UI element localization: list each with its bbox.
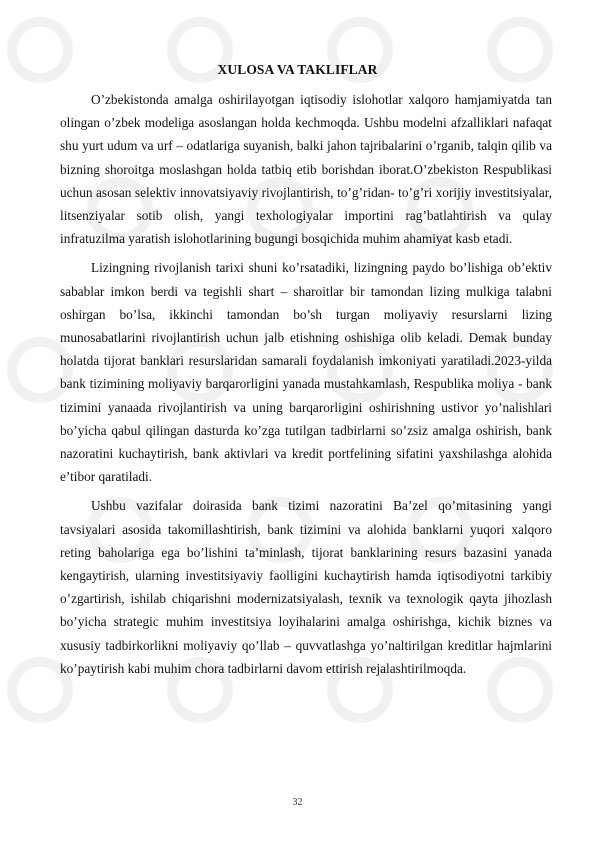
section-title: XULOSA VA TAKLIFLAR — [217, 62, 378, 77]
body-text — [60, 88, 552, 686]
page-number: 32 — [292, 797, 303, 808]
paragraph-3: Ushbu vazifalar doirasida bank tizimi nazoratini Ba’zel qo’mitasining yangi tavsiyalari asosida takomillashtirish, bank tizimini va alohida banklarni yuqori xalqoro reting baholariga ega bo’lishini ta’minlash, tijorat banklarining resurs bazasini yanada kengaytirish, ularning investitsiyaviy faolligini kuchaytirish hamda iqtisodiyotni tarkibiy o’zgartirish, ishilab chiqarishni modernizatsiyalash, texnik va texnologik qayta jihozlash bo’yicha strategic muhim investitsiya loyihalarini amalga oshirishga, kichik biznes va xususiy tadbirkorlikni moliyaviy qo’llab – quvvatlashga yo’naltirilgan kreditlar hajmlarini ko’paytirish kabi muhim chora tadbirlarni davom ettirish rejalashtirilmoqda. — [60, 498, 552, 676]
paragraph-1: O’zbekistonda amalga oshirilayotgan iqtisodiy islohotlar xalqoro hamjamiyatda tan olingan o’zbek modeliga asoslangan holda kechmoqda. Ushbu modelni afzalliklari nafaqat shu yurt udum va urf – odatlariga suyanish, balki jahon tajribalarini o’rganib, talqin qilib va bizning shoroitga moslashgan holda tatbiq etib borishdan iborat.O’zbekiston Respublikasi uchun asosan selektiv innovatsiyaviy rivojlantirish, to’g’ridan- to’g’ri xorijiy investitsiyalar, litsenziyalar sotib olish, yangi texhologiyalar importini rag’batlahtirish va qulay infratuzilma yaratish islohotlarining bugungi bosqichida muhim ahamiyat kasb etadi. — [60, 92, 552, 247]
paragraph-2: Lizingning rivojlanish tarixi shuni ko’rsatadiki, lizingning paydo bo’lishiga ob’ektiv sabablar imkon berdi va tegishli shart – sharoitlar bir tamondan lizing mulkiga talabni oshirgan bo’lsa, ikkinchi tamondan bo’sh turgan moliyaviy resurslarni lizing munosabatlarini rivojlantirish uchun jalb etishning oshishiga olib keladi. Demak bunday holatda tijorat banklari resurslaridan samarali foydalanish imkoniyati yaratiladi.2023-yilda bank tizimining moliyaviy barqarorligini yanada mustahkamlash, Respublika moliya - bank tizimini yanaada rivojlantirish va uning barqarorligini oshirishning ustivor yo’nalishlari bo’yicha qabul qilingan dasturda ko’zga tutilgan tadbirlarni so’zsiz amalga oshirish, bank nazoratini kuchaytirish, bank aktivlari va kredit portfelining sifatini yaxshilashga alohida e’tibor qaratiladi. — [60, 260, 552, 485]
